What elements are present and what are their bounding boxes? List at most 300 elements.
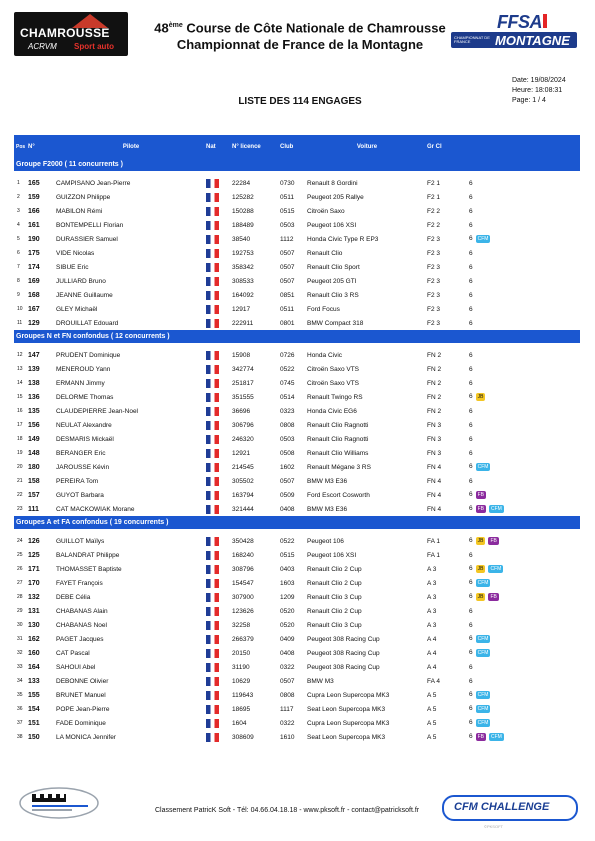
table-row: [14, 716, 580, 730]
entry-pilote: SAHOUI Abel: [56, 663, 96, 671]
col-extra: [469, 135, 580, 158]
entry-club: 0511: [280, 305, 294, 313]
entry-pilote: CAT Pascal: [56, 649, 90, 657]
entry-voiture: Citroën Saxo VTS: [307, 379, 360, 387]
entry-licence: 154547: [232, 579, 254, 587]
entry-number: 159: [28, 193, 40, 201]
entry-pos: 21: [17, 478, 23, 484]
badge-cfm: CFM: [477, 706, 489, 712]
entry-number: 133: [28, 677, 40, 685]
entry-extra: [469, 646, 580, 660]
entry-grcl: F2 3: [427, 249, 441, 257]
entry-licence: 10629: [232, 677, 251, 685]
table-row: [14, 460, 580, 474]
entry-extra: [469, 404, 580, 418]
entry-licence: 22284: [232, 179, 251, 187]
entry-pilote: DEBE Célia: [56, 593, 91, 601]
entry-pos: 28: [17, 594, 23, 600]
badge-jb: JB: [477, 594, 484, 600]
entry-grcl: FA 4: [427, 677, 441, 685]
entry-pilote: BONTEMPELLI Florian: [56, 221, 124, 229]
entry-pilote: DESMARIS Mickaël: [56, 435, 114, 443]
entry-nat: [206, 404, 232, 418]
entry-voiture: Honda Civic Type R EP3: [307, 235, 379, 243]
entry-extra: [469, 502, 580, 516]
footer-contact: Classement PatricK Soft - Tél: 04.66.04.18.18 - www.pksoft.fr - contact@patricksoft.fr: [155, 807, 420, 814]
entry-extra: [469, 702, 580, 716]
entry-pos: 29: [17, 608, 23, 614]
entry-pos: 9: [17, 292, 20, 298]
entry-licence: 188489: [232, 221, 254, 229]
badge-cfm: CFM: [477, 636, 489, 642]
entry-pilote: FADE Dominique: [56, 719, 106, 727]
entry-club: 0503: [280, 221, 295, 229]
entry-tyre: 6: [469, 305, 473, 313]
france-flag-icon: [206, 593, 219, 602]
entry-extra: [469, 348, 580, 362]
france-flag-icon: [206, 579, 219, 588]
table-row: [14, 348, 580, 362]
entry-club: 0509: [280, 491, 295, 499]
entry-pos: 5: [17, 236, 20, 242]
entry-club: 0507: [280, 477, 295, 485]
entry-grcl: F2 1: [427, 193, 441, 201]
entry-number: 132: [28, 593, 40, 601]
entry-extra: [469, 534, 580, 548]
entry-grcl: FA 1: [427, 537, 441, 545]
entry-extra: [469, 590, 580, 604]
entry-licence: 123626: [232, 607, 254, 615]
table-row: [14, 576, 580, 590]
entry-nat: [206, 376, 232, 390]
entry-nat: [206, 348, 232, 362]
entry-grcl: F2 3: [427, 291, 441, 299]
entry-pos: 7: [17, 264, 20, 270]
badge-cfm: CFM: [477, 464, 489, 470]
france-flag-icon: [206, 537, 219, 546]
entry-licence: 1604: [232, 719, 247, 727]
entry-licence: 307900: [232, 593, 254, 601]
entry-voiture: Renault Clio Ragnotti: [307, 435, 369, 443]
france-flag-icon: [206, 551, 219, 560]
entry-pos: 24: [17, 538, 23, 544]
entry-voiture: Peugeot 205 GTI: [307, 277, 357, 285]
entry-pos: 16: [17, 408, 23, 414]
entry-grcl: F2 3: [427, 235, 441, 243]
badge-cfm: CFM: [477, 580, 489, 586]
entry-extra: [469, 474, 580, 488]
entry-extra: [469, 362, 580, 376]
table-row: [14, 488, 580, 502]
entry-tyre: 6: [469, 607, 473, 615]
france-flag-icon: [206, 207, 219, 216]
entry-tyre: 6: [469, 491, 473, 498]
entry-extra: [469, 488, 580, 502]
entry-club: 0745: [280, 379, 295, 387]
entry-nat: [206, 460, 232, 474]
france-flag-icon: [206, 221, 219, 230]
entry-nat: [206, 488, 232, 502]
entries-body: [14, 158, 580, 744]
entry-nat: [206, 390, 232, 404]
entry-number: 158: [28, 477, 40, 485]
entry-nat: [206, 302, 232, 316]
entry-pos: 26: [17, 566, 23, 572]
entry-voiture: Renault Clio 3 Cup: [307, 621, 362, 629]
entry-nat: [206, 316, 232, 330]
entry-pilote: PRUDENT Dominique: [56, 351, 121, 359]
group-title: Groupes N et FN confondus ( 12 concurrents ): [14, 330, 580, 343]
france-flag-icon: [206, 565, 219, 574]
group-title: Groupe F2000 ( 11 concurrents ): [14, 158, 580, 171]
entry-pilote: DELORME Thomas: [56, 393, 114, 401]
logo-left-line3: Sport auto: [74, 42, 114, 51]
entry-nat: [206, 646, 232, 660]
entry-grcl: FA 1: [427, 551, 441, 559]
france-flag-icon: [206, 263, 219, 272]
entry-tyre: 6: [469, 393, 473, 400]
entry-extra: [469, 390, 580, 404]
entry-grcl: FN 4: [427, 477, 442, 485]
entry-nat: [206, 232, 232, 246]
entry-nat: [206, 218, 232, 232]
entry-grcl: A 5: [427, 691, 437, 699]
entry-voiture: Peugeot 106 XSI: [307, 551, 357, 559]
entry-club: 1112: [280, 235, 294, 243]
france-flag-icon: [206, 677, 219, 686]
entry-grcl: FN 4: [427, 505, 442, 513]
entry-club: 0511: [280, 193, 294, 201]
edition-sup: ème: [168, 22, 183, 29]
entry-club: 1610: [280, 733, 295, 741]
entry-club: 0515: [280, 551, 295, 559]
entry-pilote: JEANNE Guillaume: [56, 291, 113, 299]
badge-fb: FB: [490, 538, 497, 544]
entry-voiture: Peugeot 308 Racing Cup: [307, 663, 380, 671]
cfm-challenge-logo: [442, 795, 578, 821]
entries-table: [14, 135, 580, 744]
entry-licence: 163794: [232, 491, 254, 499]
entry-grcl: F2 2: [427, 221, 441, 229]
entry-club: 0403: [280, 565, 295, 573]
entry-tyre: 6: [469, 449, 473, 457]
entry-voiture: Citroën Saxo: [307, 207, 345, 215]
france-flag-icon: [206, 305, 219, 314]
france-flag-icon: [206, 635, 219, 644]
badge-cfm: CFM: [490, 566, 502, 572]
entry-licence: 15908: [232, 351, 251, 359]
france-flag-icon: [206, 705, 219, 714]
entry-tyre: 6: [469, 663, 473, 671]
entry-extra: [469, 232, 580, 246]
entry-voiture: Renault Clio 3 Cup: [307, 593, 362, 601]
entry-grcl: FN 2: [427, 407, 442, 415]
entry-nat: [206, 576, 232, 590]
entry-pilote: JAROUSSE Kévin: [56, 463, 110, 471]
championship-title: Championnat de France de la Montagne: [176, 37, 424, 52]
entry-pilote: LA MONICA Jennifer: [56, 733, 116, 741]
entry-number: 155: [28, 691, 40, 699]
chamrousse-logo: [14, 12, 128, 56]
entry-number: 147: [28, 351, 40, 359]
entry-voiture: Honda Civic EG6: [307, 407, 357, 415]
entry-club: 1117: [280, 705, 294, 713]
entry-pilote: ERMANN Jimmy: [56, 379, 105, 387]
entry-licence: 251817: [232, 379, 254, 387]
entry-tyre: 6: [469, 477, 473, 485]
entry-pos: 13: [17, 366, 23, 372]
entry-extra: [469, 260, 580, 274]
france-flag-icon: [206, 277, 219, 286]
entry-tyre: 6: [469, 365, 473, 373]
entry-nat: [206, 590, 232, 604]
entry-grcl: FN 4: [427, 491, 442, 499]
entry-voiture: Peugeot 106: [307, 537, 344, 545]
entry-extra: [469, 418, 580, 432]
entry-licence: 214545: [232, 463, 254, 471]
france-flag-icon: [206, 235, 219, 244]
entry-voiture: Cupra Leon Supercopa MK3: [307, 719, 390, 727]
entry-number: 136: [28, 393, 40, 401]
entry-pilote: DROUILLAT Edouard: [56, 319, 119, 327]
entry-number: 164: [28, 663, 40, 671]
entry-grcl: A 5: [427, 719, 437, 727]
france-flag-icon: [206, 435, 219, 444]
entry-club: 0503: [280, 435, 295, 443]
entry-number: 167: [28, 305, 40, 313]
entry-extra: [469, 460, 580, 474]
table-row: [14, 260, 580, 274]
entry-club: 0507: [280, 249, 295, 257]
entry-club: 0409: [280, 635, 295, 643]
entry-pilote: PEREIRA Tom: [56, 477, 99, 485]
entry-grcl: F2 3: [427, 263, 441, 271]
entry-club: 0520: [280, 607, 295, 615]
badge-jb: JB: [477, 538, 484, 544]
entry-pilote: DURASSIER Samuel: [56, 235, 118, 243]
entry-grcl: A 4: [427, 649, 437, 657]
badge-cfm: CFM: [477, 720, 489, 726]
entry-nat: [206, 702, 232, 716]
entry-licence: 308533: [232, 277, 254, 285]
entry-extra: [469, 632, 580, 646]
table-row: [14, 246, 580, 260]
entry-pos: 14: [17, 380, 23, 386]
entry-club: 1209: [280, 593, 295, 601]
table-row: [14, 534, 580, 548]
entry-pos: 4: [17, 222, 20, 228]
badge-cfm: CFM: [491, 506, 502, 512]
france-flag-icon: [206, 449, 219, 458]
entry-licence: 164092: [232, 291, 254, 299]
france-flag-icon: [206, 351, 219, 360]
entry-pilote: NEULAT Alexandre: [56, 421, 112, 429]
entry-club: 0808: [280, 691, 295, 699]
entry-extra: [469, 376, 580, 390]
france-flag-icon: [206, 249, 219, 258]
entry-licence: 266379: [232, 635, 254, 643]
entry-tyre: 6: [469, 635, 473, 642]
entry-grcl: F2 3: [427, 277, 441, 285]
entry-number: 154: [28, 705, 40, 713]
entry-grcl: A 4: [427, 663, 437, 671]
group-title: Groupes A et FA confondus ( 19 concurrents ): [14, 516, 580, 529]
entry-club: 0522: [280, 365, 295, 373]
entry-grcl: F2 3: [427, 319, 441, 327]
montagne-text: MONTAGNE: [495, 33, 570, 48]
table-row: [14, 730, 580, 744]
table-row: [14, 432, 580, 446]
entry-extra: [469, 302, 580, 316]
logo-left-line2: ACRVM: [28, 42, 57, 51]
entry-club: 0514: [280, 393, 295, 401]
entry-nat: [206, 474, 232, 488]
entry-club: 0322: [280, 663, 295, 671]
entry-number: 174: [28, 263, 40, 271]
table-row: [14, 404, 580, 418]
table-row: [14, 632, 580, 646]
table-row: [14, 604, 580, 618]
entry-pos: 6: [17, 250, 20, 256]
entry-extra: [469, 562, 580, 576]
entry-extra: [469, 176, 580, 190]
table-row: [14, 646, 580, 660]
entry-pilote: DEBONNE Olivier: [56, 677, 109, 685]
entry-extra: [469, 618, 580, 632]
table-row: [14, 390, 580, 404]
entry-extra: [469, 660, 580, 674]
entry-pos: 33: [17, 664, 23, 670]
entry-pilote: MABILON Rémi: [56, 207, 103, 215]
entry-nat: [206, 446, 232, 460]
entry-tyre: 6: [469, 379, 473, 387]
entry-voiture: Renault Clio Williams: [307, 449, 369, 457]
entry-voiture: Renault Clio 2 Cup: [307, 579, 362, 587]
entry-pilote: CHABANAS Noel: [56, 621, 107, 629]
entry-voiture: Cupra Leon Supercopa MK3: [307, 691, 390, 699]
entry-nat: [206, 534, 232, 548]
entry-voiture: Peugeot 308 Racing Cup: [307, 649, 380, 657]
badge-jb: JB: [477, 566, 484, 572]
entry-voiture: Renault Mégane 3 RS: [307, 463, 371, 471]
entry-pilote: VIDE Nicolas: [56, 249, 95, 257]
entry-pilote: POPE Jean-Pierre: [56, 705, 110, 713]
france-flag-icon: [206, 291, 219, 300]
entry-nat: [206, 260, 232, 274]
entry-pilote: CLAUDEPIERRE Jean-Noel: [56, 407, 139, 415]
entry-nat: [206, 246, 232, 260]
entry-licence: 246320: [232, 435, 254, 443]
ffsa-montagne-logo: [449, 12, 581, 52]
entry-voiture: Renault Clio Ragnotti: [307, 421, 369, 429]
entry-licence: 222911: [232, 319, 254, 327]
entry-extra: [469, 548, 580, 562]
entry-grcl: FN 2: [427, 393, 442, 401]
entry-tyre: 6: [469, 249, 473, 257]
entry-grcl: A 5: [427, 733, 437, 741]
entry-tyre: 6: [469, 351, 473, 359]
entry-pos: 15: [17, 394, 23, 400]
title-line1: Course de Côte Nationale de Chamrousse: [182, 20, 446, 36]
entry-club: 0730: [280, 179, 295, 187]
entry-pos: 18: [17, 436, 23, 442]
table-row: [14, 376, 580, 390]
france-flag-icon: [206, 663, 219, 672]
entry-number: 170: [28, 579, 40, 587]
col-voiture: Voiture: [307, 135, 427, 158]
entry-pilote: CAMPISANO Jean-Pierre: [56, 179, 131, 187]
entry-extra: [469, 432, 580, 446]
entry-licence: 308796: [232, 565, 254, 573]
entry-extra: [469, 446, 580, 460]
france-flag-icon: [206, 379, 219, 388]
table-header-row: [14, 135, 580, 158]
entry-club: 0408: [280, 649, 295, 657]
entry-tyre: 6: [469, 235, 473, 242]
entry-pos: 30: [17, 622, 23, 628]
entry-nat: [206, 432, 232, 446]
entry-club: 0408: [280, 505, 295, 513]
entry-licence: 342774: [232, 365, 254, 373]
entry-extra: [469, 604, 580, 618]
entry-tyre: 6: [469, 579, 473, 586]
entry-voiture: Renault Clio 2 Cup: [307, 607, 362, 615]
entry-nat: [206, 362, 232, 376]
list-title: LISTE DES 114 ENGAGES: [238, 96, 362, 107]
entry-number: 156: [28, 421, 40, 429]
entry-nat: [206, 674, 232, 688]
france-flag-icon: [206, 421, 219, 430]
entry-pos: 20: [17, 464, 23, 470]
entry-pos: 22: [17, 492, 23, 498]
cfm-challenge-text: CFM CHALLENGE: [454, 801, 550, 813]
entry-tyre: 6: [469, 277, 473, 285]
entry-pilote: BERANGER Eric: [56, 449, 106, 457]
entry-voiture: Renault 8 Gordini: [307, 179, 358, 187]
entry-tyre: 6: [469, 207, 473, 215]
entry-voiture: Peugeot 205 Rallye: [307, 193, 364, 201]
table-row: [14, 232, 580, 246]
table-row: [14, 418, 580, 432]
entry-nat: [206, 418, 232, 432]
entry-tyre: 6: [469, 263, 473, 271]
entry-extra: [469, 316, 580, 330]
entry-pos: 1: [17, 180, 20, 186]
col-pos: Pos: [14, 135, 28, 158]
entry-nat: [206, 502, 232, 516]
entry-number: 111: [28, 505, 39, 513]
entry-pilote: BRUNET Manuel: [56, 691, 106, 699]
ffsa-wordmark: [497, 12, 547, 33]
entry-extra: [469, 218, 580, 232]
entry-licence: 18695: [232, 705, 251, 713]
entry-pos: 10: [17, 306, 23, 312]
table-row: [14, 218, 580, 232]
entry-club: 0507: [280, 677, 295, 685]
entry-club: 0322: [280, 719, 295, 727]
entry-nat: [206, 274, 232, 288]
entry-number: 160: [28, 649, 40, 657]
entry-licence: 306796: [232, 421, 254, 429]
page-number: Page: 1 / 4: [512, 97, 546, 104]
entry-licence: 125282: [232, 193, 254, 201]
france-flag-icon: [206, 649, 219, 658]
france-flag-icon: [206, 407, 219, 416]
entry-extra: [469, 204, 580, 218]
entry-voiture: Peugeot 106 XSI: [307, 221, 357, 229]
entry-pos: 17: [17, 422, 23, 428]
entry-grcl: F2 3: [427, 305, 441, 313]
